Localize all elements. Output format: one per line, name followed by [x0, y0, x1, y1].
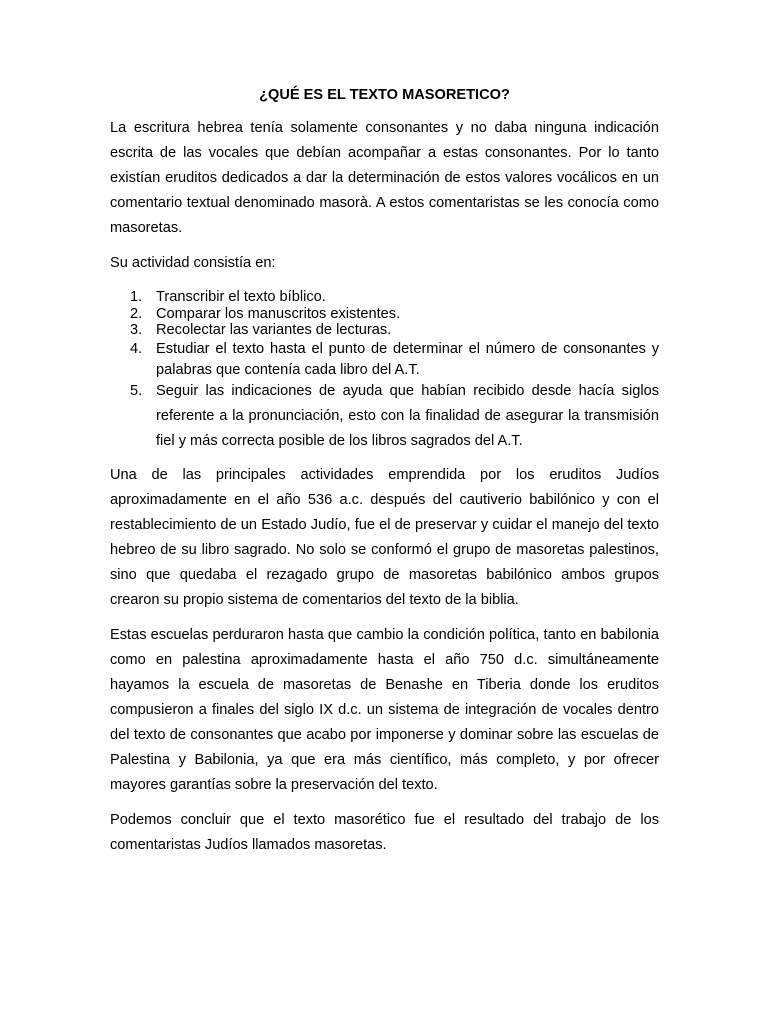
paragraph-2: Una de las principales actividades emprendida por los eruditos Judíos aproximadamente en el año 536 a.c. después del cautiverio babilónico y con el restablecimiento de un Estado Judío, fue el de preservar y cuidar el manejo del texto hebreo de su libro sagrado. No solo se conformó el grupo de masoretas palestinos, sino que quedaba el rezagado grupo de masoretas babilónico ambos grupos crearon su propio sistema de comentarios del texto de la biblia.: [110, 466, 659, 608]
list-number: 3.: [130, 322, 143, 338]
list-item: [110, 306, 659, 323]
list-text: Transcribir el texto bíblico.: [156, 289, 326, 305]
paragraph-3: Estas escuelas perduraron hasta que cambio la condición política, tanto en babilonia como en palestina aproximadamente hasta el año 750 d.c. simultáneamente hayamos la escuela de masoretas de Benashe en Tiberia donde los eruditos compusieron a finales del siglo IX d.c. un sistema de integración de vocales dentro del texto de consonantes que acabo por imponerse y dominar sobre las escuelas de Palestina y Babilonia, ya que era más científico, más completo, y por ofrecer mayores garantías sobre la preservación del texto.: [110, 626, 659, 793]
list-item: [110, 289, 659, 306]
intro-paragraph: La escritura hebrea tenía solamente consonantes y no daba ninguna indicación escrita de las vocales que debían acompañar a estas consonantes. Por lo tanto existían eruditos dedicados a dar la determinación de estos valores vocálicos en un comentario textual denominado masorà. A estos comentaristas se les conocía como masoretas.: [110, 120, 659, 236]
list-text: Estudiar el texto hasta el punto de determinar el número de consonantes y palabras que contenía cada libro del A.T.: [156, 340, 659, 378]
paragraph-4: Podemos concluir que el texto masorético fue el resultado del trabajo de los comentaristas Judíos llamados masoretas.: [110, 811, 659, 853]
list-text: Comparar los manuscritos existentes.: [156, 305, 401, 322]
document-title: ¿QUÉ ES EL TEXTO MASORETICO?: [259, 87, 510, 103]
list-number: 5.: [130, 382, 143, 399]
list-text: Recolectar las variantes de lecturas.: [156, 322, 392, 338]
list-item: [110, 339, 659, 381]
document-page: [110, 86, 659, 868]
list-number: 2.: [130, 305, 143, 322]
activity-list: [110, 289, 659, 454]
list-item: [110, 379, 659, 454]
list-number: 4.: [130, 340, 143, 357]
list-item: [110, 322, 659, 339]
list-intro: Su actividad consistía en:: [110, 255, 276, 271]
list-text: Seguir las indicaciones de ayuda que habían recibido desde hacía siglos referente a la pronunciación, esto con la finalidad de asegurar la transmisión fiel y más correcta posible de los libros sagrados del A.T.: [156, 382, 659, 449]
list-number: 1.: [130, 289, 143, 305]
